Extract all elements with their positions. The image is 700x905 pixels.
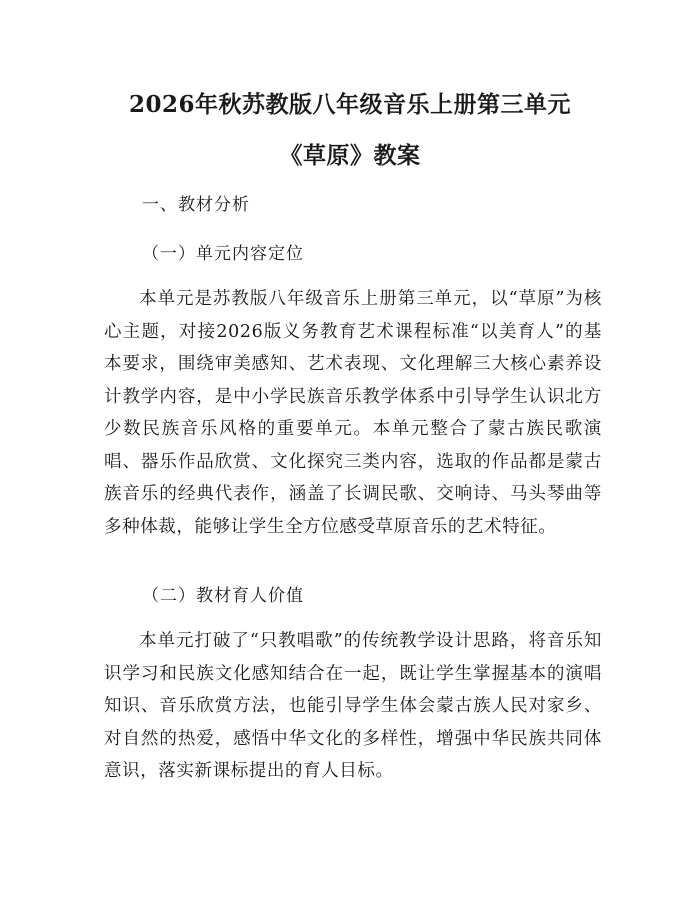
document-title-line-1: 2026年秋苏教版八年级音乐上册第三单元 — [128, 91, 571, 118]
paragraph-educational-value: 本单元打破了“只教唱歌”的传统教学设计思路，将音乐知识学习和民族文化感知结合在一起，既让学生掌握基本的演唱知识、音乐欣赏方法，也能引导学生体会蒙古族人民对家乡、对自然的热爱，感悟中华文化的多样性，增强中华民族共同体意识，落实新课标提出的育人目标。 — [104, 631, 602, 781]
section-heading-textbook-analysis: 一、教材分析 — [142, 195, 250, 215]
subsection-heading-unit-positioning: （一）单元内容定位 — [142, 244, 304, 264]
subsection-heading-educational-value: （二）教材育人价值 — [142, 586, 304, 606]
document-title-line-2: 《草原》教案 — [279, 142, 421, 169]
paragraph-unit-positioning: 本单元是苏教版八年级音乐上册第三单元，以“草原”为核心主题，对接2026版义务教育艺术课程标准“以美育人”的基本要求，围绕审美感知、艺术表现、文化理解三大核心素养设计教学内容，是中小学民族音乐教学体系中引导学生认识北方少数民族音乐风格的重要单元。本单元整合了蒙古族民歌演唱、器乐作品欣赏、文化探究三类内容，选取的作品都是蒙古族音乐的经典代表作，涵盖了长调民歌、交响诗、马头琴曲等多种体裁，能够让学生全方位感受草原音乐的艺术特征。 — [104, 289, 602, 537]
